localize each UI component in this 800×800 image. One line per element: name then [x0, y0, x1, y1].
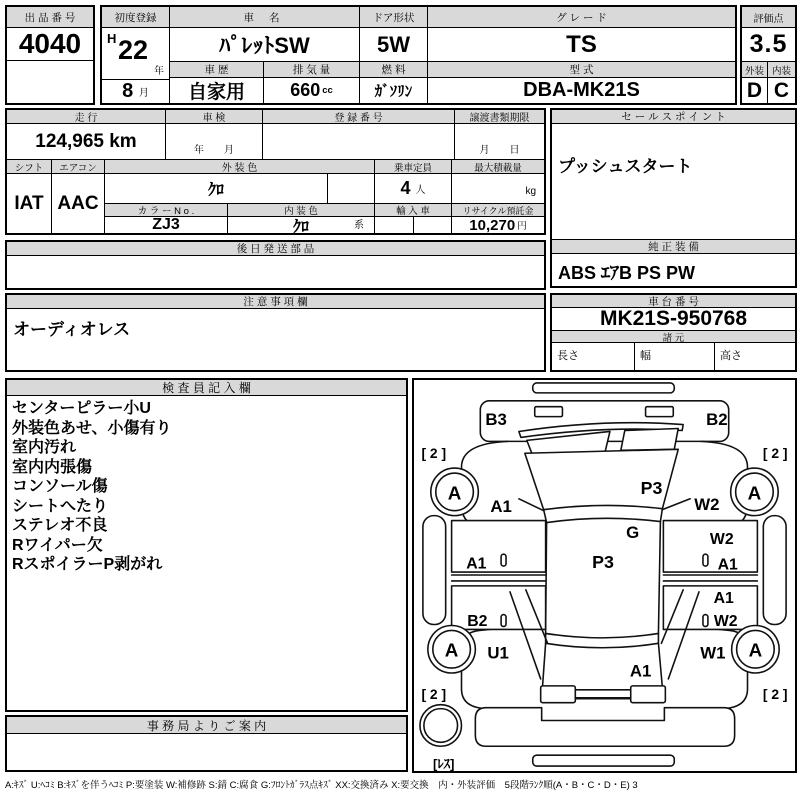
damage-label: A1 [713, 590, 734, 608]
damage-label: U1 [487, 643, 509, 663]
damage-label: [ 2 ] [762, 685, 788, 702]
first-reg-year: 22 [118, 35, 149, 65]
inspector-note-line: 室内内張傷 [12, 458, 93, 476]
office-title: 事 務 局 よ り ご 案 内 [7, 717, 406, 734]
equipment-label: 純 正 装 備 [552, 240, 795, 254]
damage-label: [ 2 ] [421, 685, 447, 702]
rear-window-band-shape [546, 633, 659, 647]
ext-color-value: ｸﾛ [105, 174, 328, 204]
sales-point-content [552, 124, 795, 240]
import-label: 輸 入 車 [375, 204, 452, 217]
max-load-label: 最大積載量 [452, 160, 544, 174]
equipment-text: ABS ｴｱB PS PW [558, 263, 696, 283]
recycle-amount: 10,270 [469, 217, 516, 233]
capacity-unit: 人 [415, 185, 426, 196]
glass-band-shape [544, 505, 663, 522]
damage-label: W2 [713, 613, 738, 631]
max-load-value [452, 174, 544, 204]
inspection-ym: 年 月 [194, 145, 234, 156]
damage-label: A1 [466, 555, 487, 573]
int-color-suffix: 系 [354, 220, 364, 231]
aircon-label: エアコン [52, 160, 105, 174]
max-load-unit: kg [525, 186, 536, 197]
score-label: 評価点 [742, 7, 795, 28]
damage-label: A [748, 639, 763, 661]
inspector-note-line: 外装色あせ、小傷有り [12, 419, 172, 437]
car-name-value: ﾊﾟﾚｯﾄSW [170, 28, 360, 62]
inspector-note-line: RスポイラーP剥がれ [12, 556, 163, 573]
model-code-value: DBA-MK21S [523, 79, 640, 101]
left-sill-shape [423, 516, 446, 625]
damage-label: B2 [467, 613, 488, 631]
rear-trim-shape [533, 755, 675, 766]
first-reg-year-unit: 年 [154, 66, 164, 77]
inspector-note-line: センターピラー小U [12, 400, 151, 417]
grade-label: グ レ ー ド [428, 7, 735, 28]
inspector-note-line: コンソール傷 [12, 478, 108, 495]
rear-lamp-right-shape [631, 686, 666, 703]
auction-no-empty [7, 61, 93, 103]
int-color-name: ｸﾛ [292, 218, 309, 233]
inspector-note-line: ステレオ不良 [12, 517, 108, 534]
first-reg-year-cell [102, 28, 170, 80]
length-label: 長さ [552, 343, 635, 370]
aircon-value: AAC [52, 174, 105, 233]
interior-grade-value: C [773, 78, 790, 102]
first-reg-month-cell [102, 80, 170, 103]
sales-point-label: セ ー ル ス ポ イ ン ト [552, 110, 795, 124]
capacity-value [375, 174, 452, 204]
spec-label: 諸 元 [552, 331, 795, 343]
recycle-unit: 円 [517, 221, 527, 232]
door-handle-icon [501, 554, 506, 566]
damage-label: [ﾚｽ] [432, 756, 455, 771]
history-label: 車 歴 [170, 62, 264, 78]
inspection-value [166, 124, 263, 160]
office-content [7, 734, 406, 770]
right-sill-shape [763, 516, 786, 625]
wiper-right-shape [621, 429, 678, 451]
score-box [740, 5, 797, 105]
headlight-right-shape [646, 407, 674, 417]
mileage-label: 走 行 [7, 110, 166, 124]
inspector-note-line: シートへたり [12, 497, 109, 515]
equipment-content [552, 254, 795, 286]
rear-lamp-left-shape [541, 686, 576, 703]
first-reg-month: 8 [122, 80, 134, 102]
right-rear-door-shape [663, 586, 757, 630]
recycle-value [452, 217, 544, 233]
interior-grade-label: 内装 [768, 62, 795, 78]
later-parts-label: 後 日 発 送 部 品 [7, 242, 544, 256]
roof-side-lines [546, 522, 661, 634]
car-damage-diagram [414, 380, 795, 771]
notes-content [7, 309, 544, 370]
width-label: 幅 [635, 343, 715, 370]
inspector-title: 検 査 員 記 入 欄 [7, 380, 406, 396]
notes-text: オーディオレス [13, 320, 131, 339]
rear-garnish-lines [575, 690, 630, 698]
left-rear-door-shape [452, 586, 546, 630]
legend-line: A:ｷｽﾞ U:ﾍｺﾐ B:ｷｽﾞを伴うﾍｺﾐ P:要塗装 W:補修跡 S:錆 C:腐食 G:ﾌﾛﾝﾄｶﾞﾗｽ点ｷｽﾞ XX:交換済み X:要交換 内・外装評価 5段階ﾗﾝｸ順(A・B・C・D・E) 3 [5, 780, 638, 791]
color-no-label: カ ラ ー N o . [105, 204, 228, 217]
first-reg-label: 初度登録 [102, 7, 170, 28]
exterior-grade-label: 外装 [742, 62, 768, 78]
damage-label: A1 [490, 497, 512, 517]
auction-no-value: 4040 [7, 28, 93, 61]
side-rail-lines [452, 575, 758, 581]
spare-tire-icon [424, 709, 458, 743]
damage-label: A1 [717, 556, 738, 574]
notes-label: 注 意 事 項 欄 [7, 295, 544, 309]
ext-color-extra [328, 174, 375, 204]
inspector-lines [7, 396, 406, 578]
damage-label: W2 [694, 495, 720, 515]
front-trim-shape [533, 383, 675, 393]
shift-value: IAT [7, 174, 52, 233]
transfer-md: 月 日 [479, 145, 520, 156]
reg-no-value [263, 124, 455, 160]
damage-label: P3 [592, 552, 614, 573]
color-no-value: ZJ3 [105, 217, 228, 233]
damage-diagram-box [412, 378, 797, 773]
int-color-label: 内 装 色 [228, 204, 375, 217]
office-box [5, 715, 408, 772]
capacity-number: 4 [400, 178, 411, 198]
capacity-label: 乗車定員 [375, 160, 452, 174]
registration-box [5, 108, 546, 235]
auction-no-box [5, 5, 95, 105]
damage-label: B3 [485, 410, 507, 430]
inspector-note-line: Rワイパー欠 [12, 536, 103, 554]
later-parts-content [7, 256, 544, 288]
shift-label: シフト [7, 160, 52, 174]
model-code-label: 型 式 [428, 62, 735, 78]
inspection-label: 車 検 [166, 110, 263, 124]
fuel-value: ｶﾞｿﾘﾝ [360, 78, 428, 103]
displacement-unit: cc [322, 85, 333, 96]
car-name-label: 車 名 [170, 7, 360, 28]
import-divider [413, 217, 414, 233]
height-label: 高さ [720, 350, 742, 362]
mileage-value: 124,965 km [7, 124, 166, 160]
damage-label: A1 [629, 661, 652, 681]
inspector-box [5, 378, 408, 712]
headlight-left-shape [535, 407, 563, 417]
import-value [375, 217, 452, 233]
auction-no-label: 出 品 番 号 [7, 7, 93, 28]
inspector-note-line: 室内汚れ [12, 439, 77, 456]
damage-label: W1 [700, 643, 726, 663]
displacement-number: 660 [290, 80, 321, 100]
door-handle-icon [703, 554, 708, 566]
ext-color-label: 外 装 色 [105, 160, 375, 174]
int-color-value [228, 217, 375, 233]
displacement-label: 排 気 量 [264, 62, 360, 78]
reg-no-label: 登 録 番 号 [263, 110, 455, 124]
first-reg-month-unit: 月 [138, 88, 149, 99]
damage-label: A [747, 482, 762, 504]
exterior-grade-value: D [742, 78, 768, 103]
displacement-value [264, 78, 360, 103]
chassis-no-value: MK21S-950768 [552, 308, 795, 331]
door-value: 5W [360, 28, 428, 62]
vehicle-header-box [100, 5, 737, 105]
sales-point-box [550, 108, 797, 288]
first-reg-era: H [107, 31, 117, 46]
door-label: ドア形状 [360, 7, 428, 28]
history-value: 自家用 [170, 78, 264, 103]
fuel-label: 燃 料 [360, 62, 428, 78]
damage-label: [ 2 ] [762, 445, 788, 462]
door-handle-icon [501, 615, 506, 627]
grade-value: TS [428, 28, 735, 62]
damage-label: P3 [640, 477, 663, 498]
score-value: 3.5 [742, 28, 795, 62]
damage-label: A [447, 482, 462, 504]
rear-bumper-shape [475, 708, 734, 747]
chassis-box [550, 293, 797, 372]
transfer-value [455, 124, 544, 160]
door-handle-icon [703, 615, 708, 627]
later-parts-box [5, 240, 546, 290]
damage-label: B2 [706, 410, 728, 430]
chassis-label: 車 台 番 号 [552, 295, 795, 308]
sales-point-text: プッシュスタート [558, 157, 693, 176]
damage-label: A [444, 639, 459, 661]
damage-label: W2 [709, 530, 734, 548]
notes-box [5, 293, 546, 372]
damage-label: [ 2 ] [421, 445, 447, 462]
transfer-label: 譲渡書類期限 [455, 110, 544, 124]
damage-label: G [626, 522, 640, 542]
recycle-label: リサイクル預託金 [452, 204, 544, 217]
